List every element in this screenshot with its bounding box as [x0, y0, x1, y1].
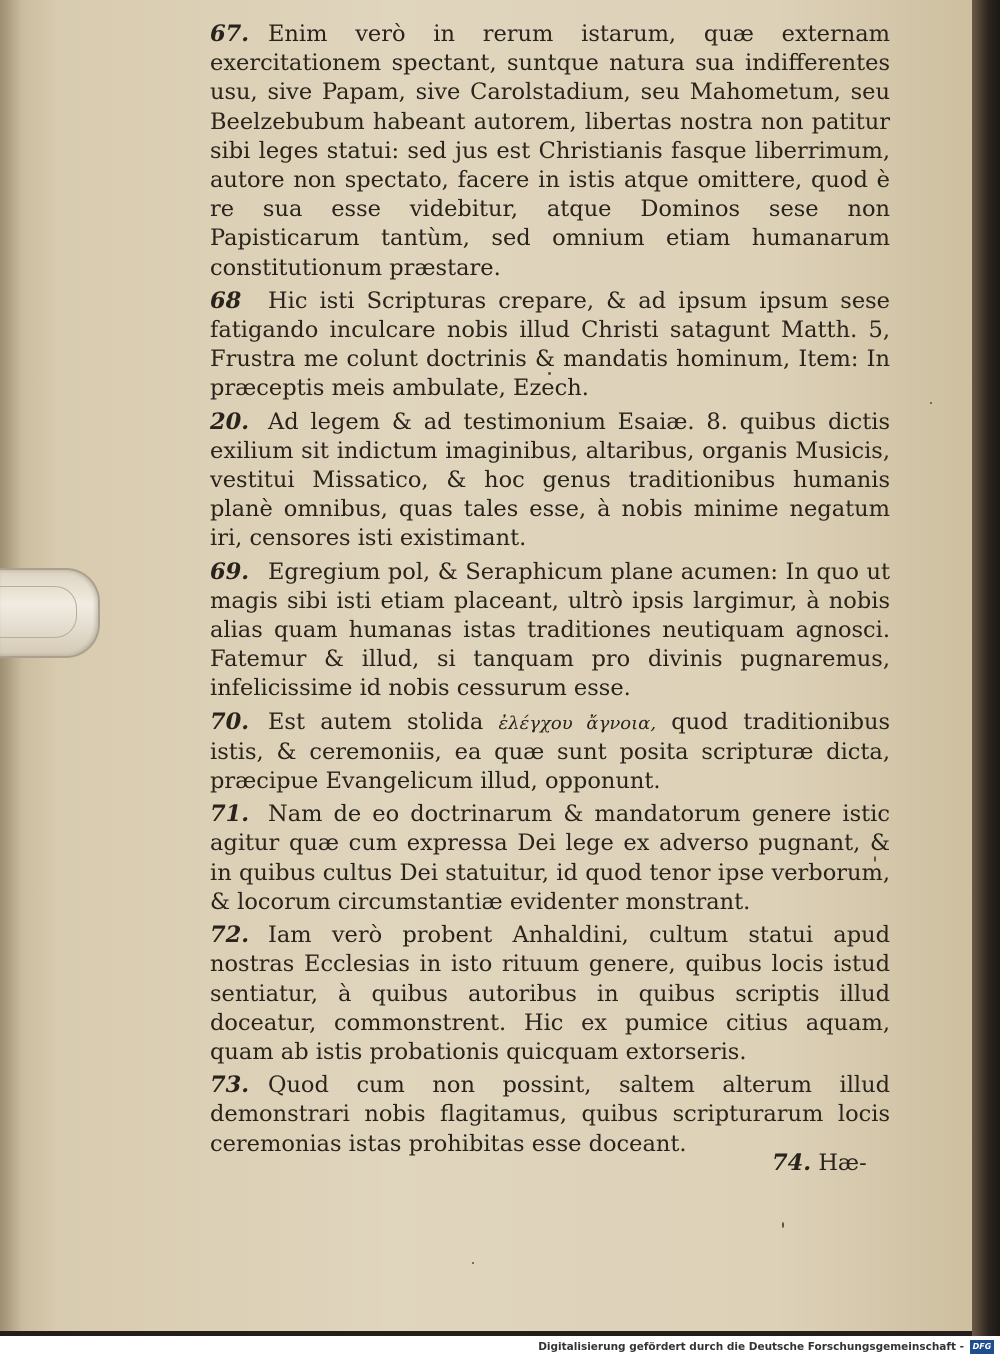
bookmark-clip-inner	[0, 586, 77, 638]
paper-speck	[472, 1262, 474, 1264]
footer-credit: Digitalisierung gefördert durch die Deutsche Forschungsgemeinschaft -	[538, 1341, 964, 1353]
page-edge	[972, 0, 1000, 1336]
paragraph-number: 71.	[210, 801, 250, 828]
paragraph-number: 69.	[210, 558, 250, 585]
paragraph-text: Enim verò in rerum istarum, quæ externam exercitationem spectant, suntque natura sua indifferentes usu, sive Papam, sive Carolstadium, seu Mahometum, seu Beelzebubum habeant autorem, libertas nostra non patitur sibi leges statui: sed jus est Christianis fasque liberrimum, autore non spectato, facere in istis atque omittere, quod è re sua esse videbitur, atque Dominos sese non Papisticarum tantùm, sed omnium etiam humanarum constitutionum præstare.	[210, 21, 890, 281]
paragraph-number: 72.	[210, 922, 250, 949]
paragraph-text: Ad legem & ad testimonium Esaiæ. 8. quibus dictis exilium sit indictum imaginibus, altaribus, organis Musicis, vestitui Missatico, & hoc genus traditionibus humanis planè omnibus, quas tales esse, à nobis minime negatum iri, censores isti existimant.	[210, 408, 890, 552]
paragraph-68	[210, 287, 890, 404]
paragraph-number: 68	[210, 287, 242, 314]
paragraph-text: quod traditionibus istis, & ceremoniis, ea quæ sunt posita scripturæ dicta, præcipue Evangelicum illud, opponunt.	[210, 708, 891, 795]
paragraph-text: Iam verò probent Anhaldini, cultum statui apud nostras Ecclesias in isto rituum genere, quibus locis istud sentiatur, à quibus autoribus in quibus scriptis illud doceatur, commonstrent. Hic ex pumice citius aquam, quam ab istis probationis quicquam extorseris.	[210, 922, 890, 1065]
paragraph-72	[210, 921, 890, 1067]
page-text	[210, 20, 890, 1159]
paragraph-number: 73.	[210, 1072, 250, 1099]
paragraph-number: 20.	[210, 408, 250, 435]
paragraph-67	[210, 20, 890, 283]
paragraph-lead: Est autem stolida	[268, 708, 484, 735]
paragraph-text: Nam de eo doctrinarum & mandatorum genere istic agitur quæ cum expressa Dei lege ex adverso pugnant, & in quibus cultus Dei statuitur, id quod tenor ipse verborum, & locorum circumstantiæ evidenter monstrant.	[210, 801, 890, 915]
paragraph-text: Quod cum non possint, saltem alterum illud demonstrari nobis flagitamus, quibus scripturarum locis ceremonias istas prohibitas esse doceant.	[210, 1072, 890, 1157]
dfg-logo: DFG	[970, 1340, 994, 1354]
footer-bar	[0, 1336, 1000, 1359]
paragraph-73	[210, 1071, 890, 1159]
greek-phrase: ἐλέγχου ἄγνοια,	[498, 712, 657, 734]
paragraph-number: 67.	[210, 21, 250, 47]
catchword	[772, 1150, 867, 1176]
paragraph-70	[210, 708, 890, 797]
paper-speck	[930, 402, 932, 404]
catchword-number: 74.	[772, 1150, 812, 1176]
paragraph-20	[210, 408, 890, 554]
paragraph-text: Hic isti Scripturas crepare, & ad ipsum ipsum sese fatigando inculcare nobis illud Christi satagunt Matth. 5, Frustra me colunt doctrinis & mandatis hominum, Item: In præceptis meis ambulate, Ezech.	[210, 287, 890, 402]
paragraph-71	[210, 800, 890, 917]
spine-shadow	[0, 0, 22, 1331]
paragraph-number: 70.	[210, 708, 250, 735]
paragraph-69	[210, 558, 890, 704]
paper-speck	[782, 1222, 784, 1228]
catchword-word: Hæ-	[818, 1150, 867, 1176]
paragraph-text: Egregium pol, & Seraphicum plane acumen: In quo ut magis sibi isti etiam placeant, ultrò ipsis largimur, à nobis alias quam humanas istas traditiones neutiquam agnosci. Fatemur & illud, si tanquam pro divinis pugnaremus, infelicissime id nobis cessurum esse.	[210, 558, 890, 702]
